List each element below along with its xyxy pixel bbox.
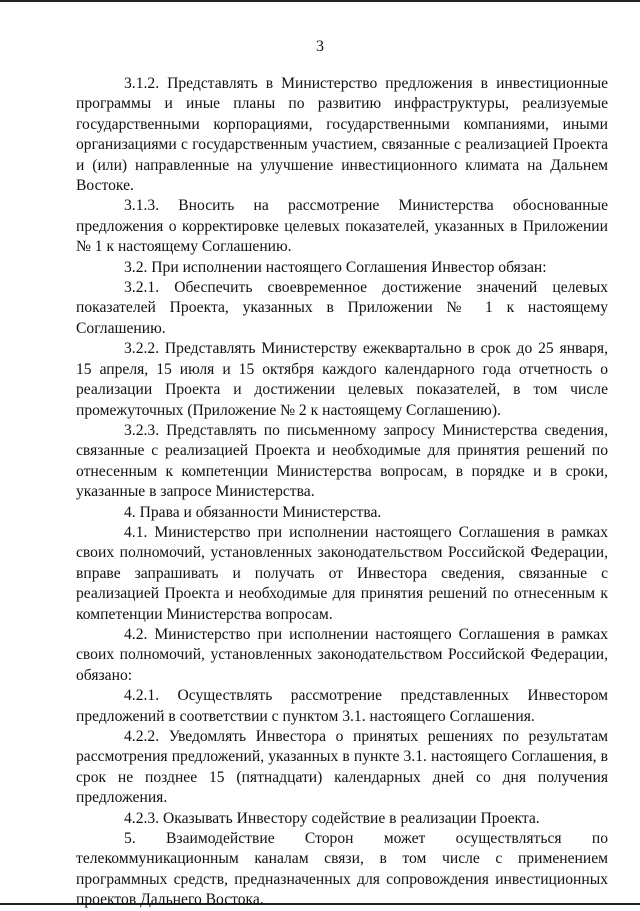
page-number: 3 [316,38,324,55]
paragraph-4-2-1: 4.2.1. Осуществлять рассмотрение представленных Инвестором предложений в соответствии с пунктом 3.1. настоящего Соглашения. [76,687,608,725]
paragraph-4-2: 4.2. Министерство при исполнении настоящего Соглашения в рамках своих полномочий, установленных законодательством Российской Федерации, обязано: [76,625,608,684]
section-heading-4: 4. Права и обязанности Министерства. [124,503,382,521]
paragraph-4-2-2: 4.2.2. Уведомлять Инвестора о принятых решениях по результатам рассмотрения предложений, указанных в пункте 3.1. настоящего Соглашения, в срок не позднее 15 (пятнадцати) календарных дней со дня получения предложения. [76,728,608,807]
paragraph-5: 5. Взаимодействие Сторон может осуществляться по телекоммуникационным каналам связи, в том числе с применением программных средств, предназначенных для сопровождения инвестиционных проектов Дальнего Востока. [76,830,608,909]
paragraph-4-1: 4.1. Министерство при исполнении настоящего Соглашения в рамках своих полномочий, установленных законодательством Российской Федерации, вправе запрашивать и получать от Инвестора сведения, связанные с реализацией Проекта и необходимые для принятия решений по отнесенным к компетенции Министерства вопросам. [76,523,608,623]
document-body [76,74,608,911]
paragraph-3-1-2: 3.1.2. Представлять в Министерство предложения в инвестиционные программы и иные планы по развитию инфраструктуры, реализуемые государственными корпорациями, государственными компаниями, иными организациями с государственным участием, связанные с реализацией Проекта и (или) направленные на улучшение инвестиционного климата на Дальнем Востоке. [76,75,608,195]
paragraph-3-2: 3.2. При исполнении настоящего Соглашения Инвестор обязан: [124,258,547,276]
paragraph-3-2-1: 3.2.1. Обеспечить своевременное достижение значений целевых показателей Проекта, указанных в Приложении № 1 к настоящему Соглашению. [76,279,608,337]
paragraph-3-2-3: 3.2.3. Представлять по письменному запросу Министерства сведения, связанные с реализацией Проекта и необходимые для принятия решений по отнесенным к компетенции Министерства вопросам, в порядке и в сроки, указанные в запросе Министерства. [76,421,608,501]
paragraph-3-1-3: 3.1.3. Вносить на рассмотрение Министерства обоснованные предложения о корректировке целевых показателей, указанных в Приложении № 1 к настоящему Соглашению. [76,197,608,256]
paragraph-4-2-3: 4.2.3. Оказывать Инвестору содействие в реализации Проекта. [124,809,540,827]
paragraph-3-2-2: 3.2.2. Представлять Министерству ежеквартально в срок до 25 января, 15 апреля, 15 июля и 15 октября каждого календарного года отчетность о реализации Проекта и достижении целевых показателей, в том числе промежуточных (Приложение № 2 к настоящему Соглашению). [76,340,608,419]
